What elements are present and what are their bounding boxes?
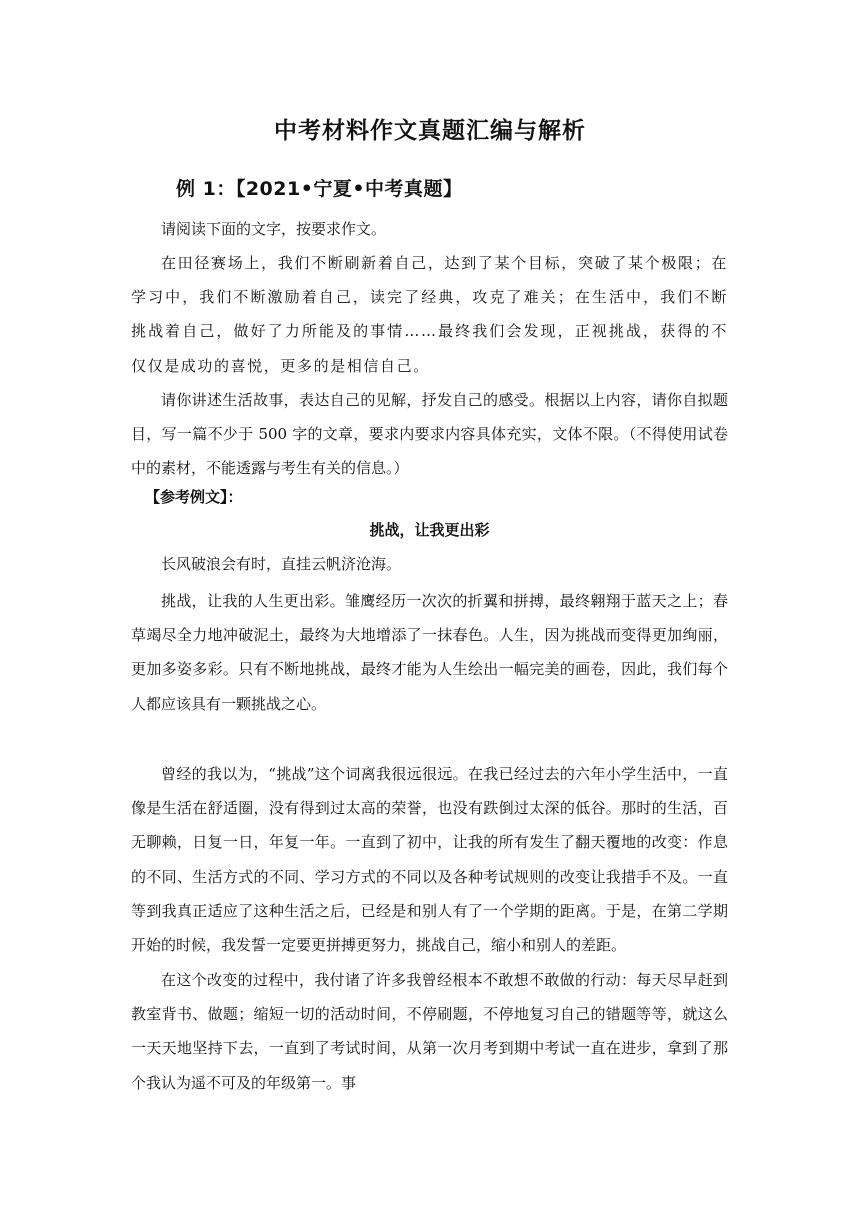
document-title: 中考材料作文真题汇编与解析 [274, 118, 586, 144]
essay-title: 挑战，让我更出彩 [369, 521, 490, 539]
prompt-material: 在田径赛场上，我们不断刷新着自己，达到了某个目标，突破了某个极限；在学习中，我们不断激励着自己，读完了经典，攻克了难关；在生活中，我们不断挑战着自己，做好了力所能及的事情……最终我们会发现，正视挑战，获得的不仅仅是成功的喜悦，更多的是相信自己。 [131, 254, 728, 375]
prompt-intro: 请阅读下面的文字，按要求作文。 [161, 220, 387, 238]
example-heading: 例 1：【2021•宁夏•中考真题】 [176, 178, 463, 200]
essay-paragraph: 在这个改变的过程中，我付诸了许多我曾经根本不敢想不敢做的行动：每天尽早赶到教室背书、做题；缩短一切的活动时间，不停刷题，不停地复习自己的错题等等，就这么一天天地坚持下去，一直到了考试时间，从第一次月考到期中考试一直在进步，拿到了那个我认为遥不可及的年级第一。事 [131, 971, 728, 1092]
reference-essay-label: 【参考例文】： [145, 488, 243, 506]
essay-paragraph: 曾经的我以为，“挑战”这个词离我很远很远。在我已经过去的六年小学生活中，一直像是生活在舒适圈，没有得到过太高的荣誉，也没有跌倒过太深的低谷。那时的生活，百无聊赖，日复一日，年复一年。一直到了初中，让我的所有发生了翻天覆地的改变：作息的不同、生活方式的不同、学习方式的不同以及各种考试规则的改变让我措手不及。一直等到我真正适应了这种生活之后，已经是和别人有了一个学期的距离。于是，在第二学期开始的时候，我发誓一定要更拼搏更努力，挑战自己，缩小和别人的差距。 [131, 765, 728, 955]
prompt-task: 请你讲述生活故事，表达自己的见解，抒发自己的感受。根据以上内容，请你自拟题目，写一篇不少于 500 字的文章，要求内要求内容具体充实，文体不限。（不得使用试卷中的素材，不能透露与考生有关的信息。） [131, 391, 728, 478]
essay-paragraph: 长风破浪会有时，直挂云帆济沧海。 [161, 555, 402, 573]
essay-paragraph: 挑战，让我的人生更出彩。雏鹰经历一次次的折翼和拼搏，最终翱翔于蓝天之上；春草竭尽全力地冲破泥土，最终为大地增添了一抹春色。人生，因为挑战而变得更加绚丽，更加多姿多彩。只有不断地挑战，最终才能为人生绘出一幅完美的画卷，因此，我们每个人都应该具有一颗挑战之心。 [131, 592, 728, 713]
